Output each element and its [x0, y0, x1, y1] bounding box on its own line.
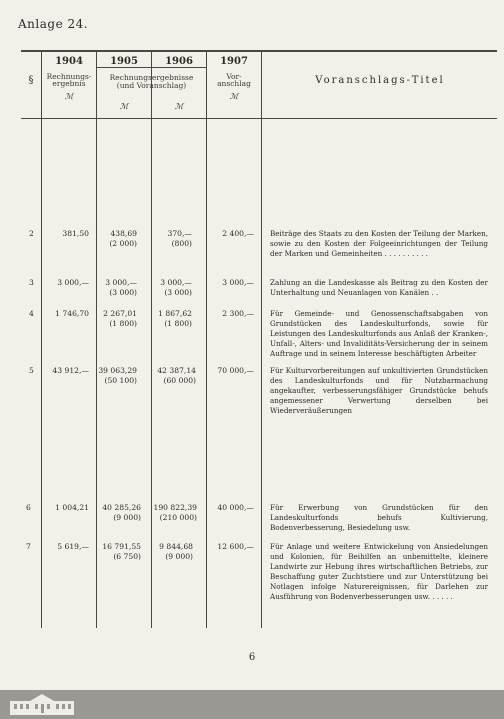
value-1906-estimate: (9 000) — [165, 552, 193, 561]
value-1905-estimate: (1 800) — [109, 319, 137, 328]
value-1905-result: 438,69 — [110, 229, 137, 238]
value-1905 — [97, 366, 137, 386]
value-1905 — [97, 278, 137, 298]
value-1904: 43 912,— — [52, 366, 89, 375]
value-1905-estimate: (2 000) — [109, 239, 137, 248]
value-1906-estimate: (1 800) — [164, 319, 192, 328]
row-number: 6 — [26, 503, 31, 512]
label-ergebnis: ergebnis — [52, 79, 86, 89]
attachment-label: Anlage 24. — [18, 17, 89, 31]
label-rechnungs: Rechnungs- — [46, 71, 92, 81]
header-1906 — [152, 57, 206, 68]
value-1906-result: 1 867,62 — [158, 309, 192, 318]
value-1906-result: 42 387,14 — [157, 366, 196, 375]
row-number: 4 — [29, 309, 34, 318]
value-1905-estimate: (50 100) — [104, 376, 137, 385]
value-1905 — [97, 542, 141, 562]
value-1905-result: 2 267,01 — [103, 309, 137, 318]
value-1905-result: 39 063,29 — [98, 366, 137, 375]
value-1904: 1 746,70 — [55, 309, 89, 318]
value-1907: 70 000,— — [217, 366, 254, 375]
header-rule — [21, 118, 497, 119]
footer-bar — [0, 690, 504, 719]
building-logo-icon — [6, 692, 78, 717]
value-1906 — [152, 366, 196, 386]
row-number: 2 — [29, 229, 34, 238]
value-1906-result: 370,— — [167, 229, 192, 238]
value-1906-estimate: (3 000) — [164, 288, 192, 297]
value-1906 — [152, 309, 192, 329]
value-1904: 381,50 — [62, 229, 89, 238]
value-1905-result: 3 000,— — [105, 278, 137, 287]
label-rechnungsergebnisse: Rechnungsergebnisse — [109, 73, 194, 82]
row-description: Für Kulturvorbereitungen auf unkultivierten Grundstücken des Landeskulturfonds und für Nutzbarmachung angekaufter, verbesserungsfähiger Grundstücke behufs angemessener Verwertung derselben bei Wiederveräußerungen — [270, 366, 488, 415]
value-1906-estimate: (210 000) — [159, 513, 197, 522]
label-anschlag: anschlag — [217, 79, 251, 89]
year-1906: 1906 — [165, 56, 193, 67]
year-1907: 1907 — [220, 56, 248, 67]
value-1905-estimate: (3 000) — [109, 288, 137, 297]
header-1904 — [42, 57, 96, 102]
value-1907: 2 400,— — [222, 229, 254, 238]
value-1907: 40 000,— — [217, 503, 254, 512]
group-header — [97, 74, 206, 90]
row-description: Für Anlage und weitere Entwickelung von Ansiedelungen und Kolonien, für Beihilfen an unbemittelte, kleinere Landwirte zur Hebung ihres wirtschaftlichen Betriebs, zur Beschaffung guter Zuchtstiere und zur Unterstützung bei Notlagen infolge Naturereignissen, für Darlehen zur Ausführung von Bodenverbesserungen usw. . . . . . — [270, 542, 488, 601]
value-1906-result: 9 844,68 — [159, 542, 193, 551]
header-1905 — [97, 57, 151, 68]
value-1905-result: 40 285,26 — [102, 503, 141, 512]
section-sign-header: § — [28, 75, 34, 86]
col-divider — [261, 50, 262, 628]
value-1904: 3 000,— — [57, 278, 89, 287]
value-1905 — [97, 229, 137, 249]
unit-1905: ℳ — [119, 102, 129, 111]
value-1905 — [97, 503, 141, 523]
value-1905-estimate: (6 750) — [113, 552, 141, 561]
value-1907: 2 300,— — [222, 309, 254, 318]
value-1906-result: 3 000,— — [160, 278, 192, 287]
unit-1907: ℳ — [229, 92, 239, 102]
value-1906 — [152, 503, 197, 523]
row-description: Für Gemeinde- und Genossenschaftsabgaben von Grundstücken des Landeskulturfonds, sowie für Leistungen des Landeskulturfonds aus Anlaß der Kranken-, Unfall-, Alters- und Invaliditäts-Versicherung der in seinem Auftrage und in seinem Interesse beschäftigten Arbeiter — [270, 309, 488, 358]
value-1905-result: 16 791,55 — [102, 542, 141, 551]
column-title: Voranschlags-Titel — [315, 75, 445, 86]
value-1905 — [97, 309, 137, 329]
value-1907: 12 600,— — [217, 542, 254, 551]
value-1904: 5 619,— — [57, 542, 89, 551]
value-1906-estimate: (60 000) — [163, 376, 196, 385]
header-1907 — [207, 57, 261, 102]
row-description: Beiträge des Staats zu den Kosten der Teilung der Marken, sowie zu den Kosten der Folgeeinrichtungen der Teilung der Marken und Gemeinheiten . . . . . . . . . . — [270, 229, 488, 258]
value-1907: 3 000,— — [222, 278, 254, 287]
label-vor: Vor- — [226, 71, 242, 81]
top-rule — [21, 50, 497, 52]
value-1906 — [152, 278, 192, 298]
label-voranschlag: (und Voranschlag) — [116, 80, 187, 90]
value-1904: 1 004,21 — [55, 503, 89, 512]
value-1905-estimate: (9 000) — [113, 513, 141, 522]
row-description: Für Erwerbung von Grundstücken für den Landeskulturfonds behufs Kultivierung, Bodenverbesserung, Besiedelung usw. — [270, 503, 488, 532]
value-1906-result: 190 822,39 — [153, 503, 197, 512]
value-1906 — [152, 229, 192, 249]
unit-1904: ℳ — [64, 92, 74, 102]
value-1906-estimate: (800) — [171, 239, 192, 248]
row-number: 5 — [29, 366, 34, 375]
year-1904: 1904 — [55, 56, 83, 67]
value-1906 — [152, 542, 193, 562]
row-description: Zahlung an die Landeskasse als Beitrag zu den Kosten der Unterhaltung und Neuanlagen von Kanälen . . — [270, 278, 488, 297]
year-1905: 1905 — [110, 56, 138, 67]
page-number: 6 — [248, 652, 256, 663]
row-number: 7 — [26, 542, 31, 551]
row-number: 3 — [29, 278, 34, 287]
unit-1906: ℳ — [174, 102, 184, 111]
